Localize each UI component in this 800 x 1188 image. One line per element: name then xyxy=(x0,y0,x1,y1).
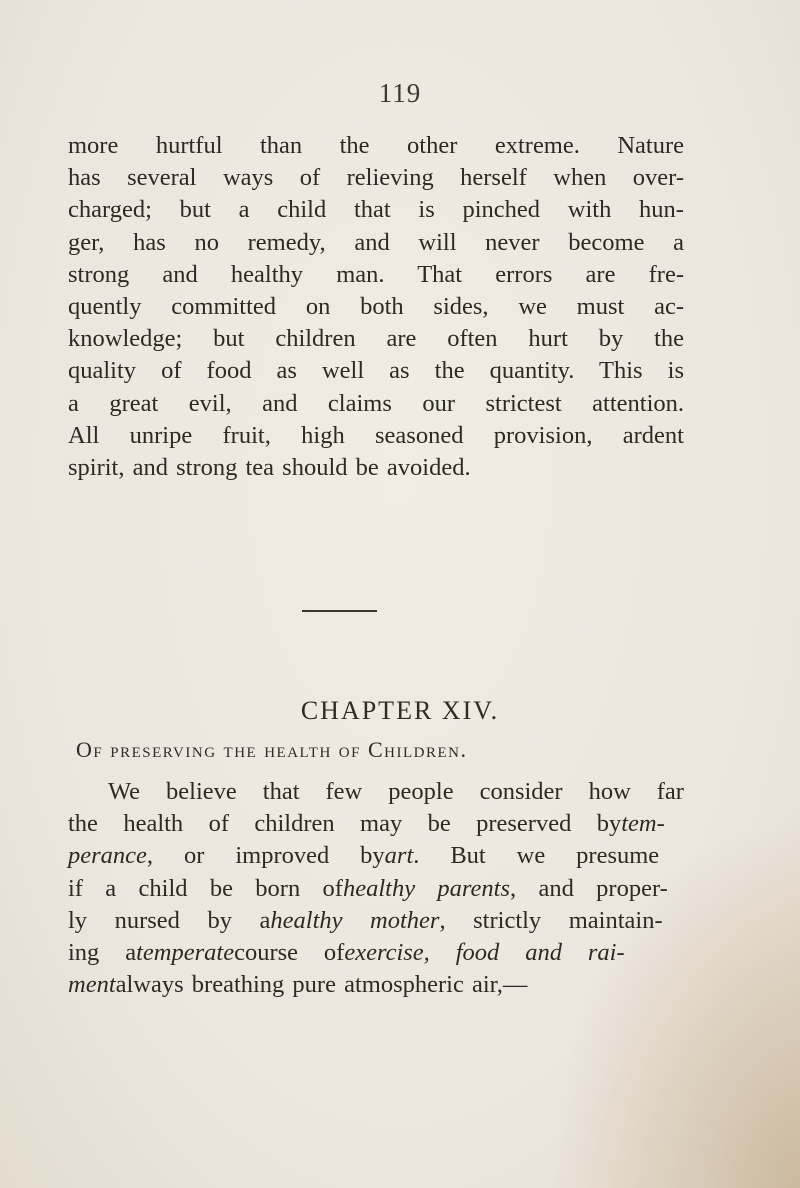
text-line: a great evil, and claims our strictest attention. xyxy=(68,389,684,417)
text-line: We believe that few people consider how far xyxy=(108,778,684,805)
text-line: has several ways of relieving herself when over- xyxy=(68,164,684,192)
paragraph-2 xyxy=(68,776,684,1001)
text-line: strong and healthy man. That errors are fre- xyxy=(68,260,684,288)
text-line: charged; but a child that is pinched with hun- xyxy=(68,196,684,224)
text-line: if a child be born ofhealthy parents, and proper- xyxy=(68,874,668,902)
text-line: quality of food as well as the quantity. This is xyxy=(68,357,684,385)
text-line: ing atemperatecourse ofexercise, food and rai- xyxy=(68,939,625,967)
text-line: the health of children may be preserved bytem- xyxy=(68,810,665,838)
text-line: ger, has no remedy, and will never become a xyxy=(68,228,685,256)
paragraph-1 xyxy=(68,130,684,484)
text-line: All unripe fruit, high seasoned provision, ardent xyxy=(68,421,684,449)
text-line: knowledge; but children are often hurt by the xyxy=(68,325,685,353)
text-line: spirit, and strong tea should be avoided. xyxy=(68,454,471,482)
text-line: quently committed on both sides, we must ac- xyxy=(68,293,685,321)
text-line: more hurtful than the other extreme. Nature xyxy=(68,132,685,159)
section-divider xyxy=(302,610,377,612)
text-line: mentalways breathing pure atmospheric air,— xyxy=(68,971,528,999)
text-line: perance, or improved byart. But we presume xyxy=(68,842,660,870)
text-line: ly nursed by ahealthy mother, strictly maintain- xyxy=(68,906,663,934)
chapter-subtitle: Of preserving the health of Children. xyxy=(76,737,468,762)
page-number: 119 xyxy=(378,78,422,108)
chapter-title: CHAPTER XIV. xyxy=(300,696,500,725)
